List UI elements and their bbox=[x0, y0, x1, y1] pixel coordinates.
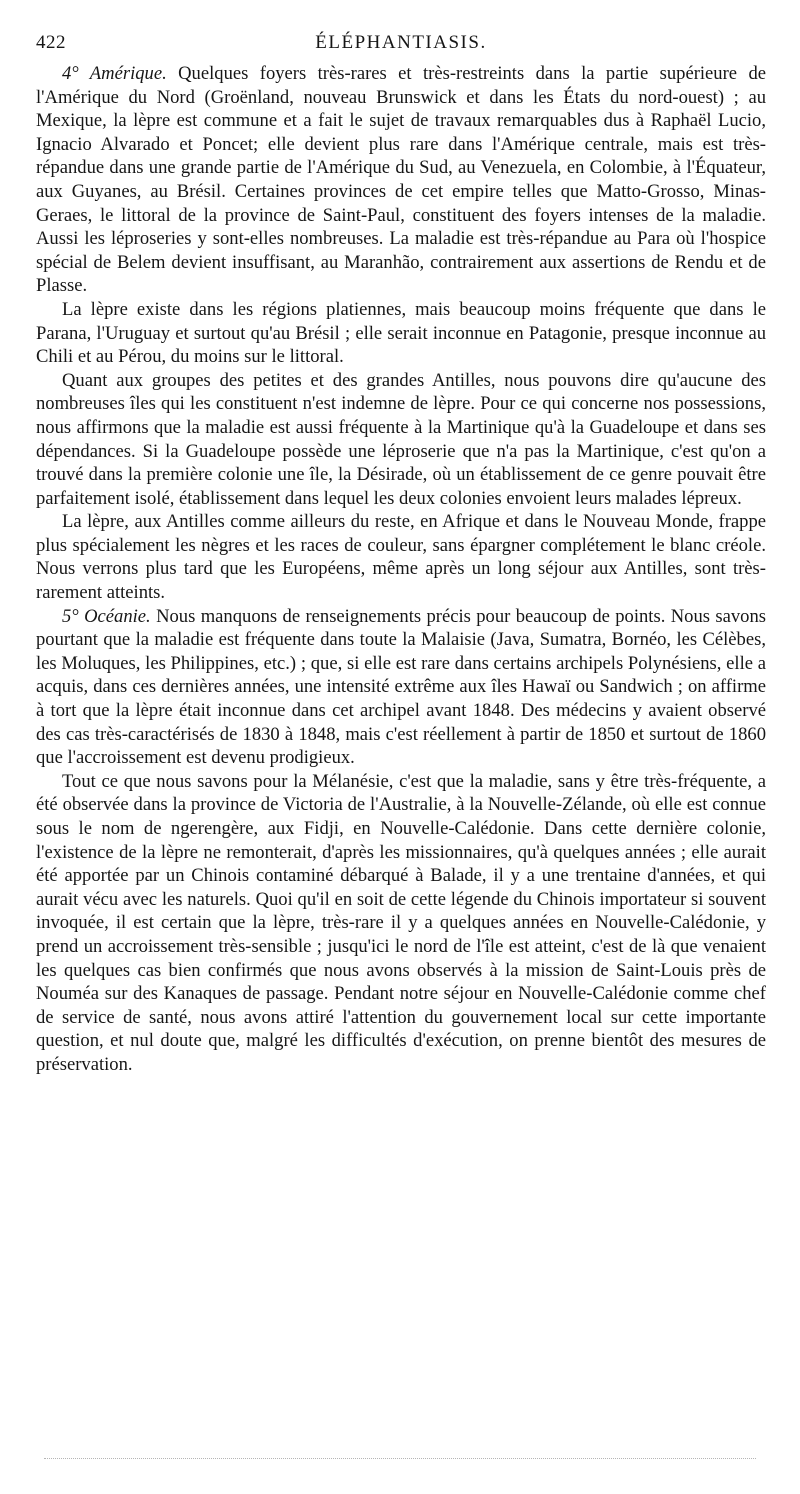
paragraph-text: Tout ce que nous savons pour la Mélanésie, c'est que la maladie, sans y être très-fréquente, a été observée dans la province de Victoria de l'Australie, à la Nouvelle-Zélande, où elle est connue sous le nom de ngerengère, aux Fidji, en Nouvelle-Calédonie. Dans cette dernière colonie, l'existence de la lèpre ne remonterait, d'après les missionnaires, qu'à quelques années ; elle aurait été apportée par un Chinois contaminé débarqué à Balade, il y a une trentaine d'années, et qui aurait vécu avec les naturels. Quoi qu'il en soit de cette légende du Chinois importateur si souvent invoquée, il est certain que la lèpre, très-rare il y a quelques années en Nouvelle-Calédonie, y prend un accroissement très-sensible ; jusqu'ici le nord de l'île est atteint, c'est de là que venaient les quelques cas bien confirmés que nous avons observés à la mission de Saint-Louis près de Nouméa sur des Kanaques de passage. Pendant notre séjour en Nouvelle-Calédonie comme chef de service de santé, nous avons attiré l'attention du gouvernement local sur cette importante question, et nul doute que, malgré les difficultés d'exécution, on prenne bientôt des mesures de préservation. bbox=[36, 770, 766, 1075]
paragraph-antilles bbox=[36, 369, 766, 511]
page-header bbox=[36, 28, 766, 62]
paragraph-text: Quelques foyers très-rares et très-restreints dans la partie supérieure de l'Amérique du Nord (Groënland, nouveau Brunswick et dans les États du nord-ouest) ; au Mexique, la lèpre est commune et a fait le sujet de travaux remarquables dus à Raphaël Lucio, Ignacio Alvarado et Poncet; elle devient plus rare dans l'Amérique centrale, mais est très-répandue dans une grande partie de l'Amérique du Sud, au Venezuela, en Colombie, à l'Équateur, aux Guyanes, au Brésil. Certaines provinces de cet empire telles que Matto-Grosso, Minas-Geraes, le littoral de la province de Saint-Paul, constituent des foyers intenses de la maladie. Aussi les léproseries y sont-elles nombreuses. La maladie est très-répandue au Para où l'hospice spécial de Belem devient insuffisant, au Maranhão, contrairement aux assertions de Rendu et de Plasse. bbox=[36, 63, 766, 297]
running-title: ÉLÉPHANTIASIS. bbox=[315, 32, 487, 53]
paragraph-melanesie bbox=[36, 770, 766, 1077]
footer-rule bbox=[44, 1458, 756, 1459]
paragraph-text: Quant aux groupes des petites et des grandes Antilles, nous pouvons dire qu'aucune des nombreuses îles qui les constituent n'est indemne de lèpre. Pour ce qui concerne nos possessions, nous affirmons que la maladie est aussi fréquente à la Martinique qu'à la Guadeloupe et dans ses dépendances. Si la Guadeloupe possède une léproserie que n'a pas la Martinique, c'est qu'on a trouvé dans la première colonie une île, la Désirade, où un établissement de ce genre pouvait être parfaitement isolé, établissement dans lequel les deux colonies envoient leurs malades lépreux. bbox=[36, 369, 766, 509]
paragraph-regions-platiennes bbox=[36, 298, 766, 369]
page-number: 422 bbox=[36, 32, 66, 53]
body-text bbox=[36, 62, 766, 1077]
book-page bbox=[36, 28, 766, 1077]
paragraph-text: La lèpre, aux Antilles comme ailleurs du reste, en Afrique et dans le Nouveau Monde, frappe plus spécialement les nègres et les races de couleur, sans épargner complétement le blanc créole. Nous verrons plus tard que les Européens, même après un long séjour aux Antilles, sont très-rarement atteints. bbox=[36, 511, 766, 604]
paragraph-text: Nous manquons de renseignements précis pour beaucoup de points. Nous savons pourtant que la maladie est fréquente dans toute la Malaisie (Java, Sumatra, Bornéo, les Célèbes, les Moluques, les Philippines, etc.) ; que, si elle est rare dans certains archipels Polynésiens, elle a acquis, dans ces dernières années, une intensité extrême aux îles Hawaï ou Sandwich ; on affirme à tort que la lèpre était inconnue dans cet archipel avant 1848. Des médecins y avaient observé des cas très-caractérisés de 1830 à 1848, mais c'est réellement à partir de 1850 et surtout de 1860 que l'accroissement est devenu prodigieux. bbox=[36, 605, 766, 769]
paragraph-oceanie bbox=[36, 605, 766, 770]
paragraph-lepre-antilles bbox=[36, 510, 766, 604]
paragraph-text: La lèpre existe dans les régions platiennes, mais beaucoup moins fréquente que dans le Parana, l'Uruguay et surtout qu'au Brésil ; elle serait inconnue en Patagonie, presque inconnue au Chili et au Pérou, du moins sur le littoral. bbox=[36, 298, 766, 368]
section-label-oceanie: 5° Océanie. bbox=[62, 605, 151, 627]
paragraph-amerique bbox=[36, 62, 766, 298]
section-label-amerique: 4° Amérique. bbox=[62, 63, 167, 84]
